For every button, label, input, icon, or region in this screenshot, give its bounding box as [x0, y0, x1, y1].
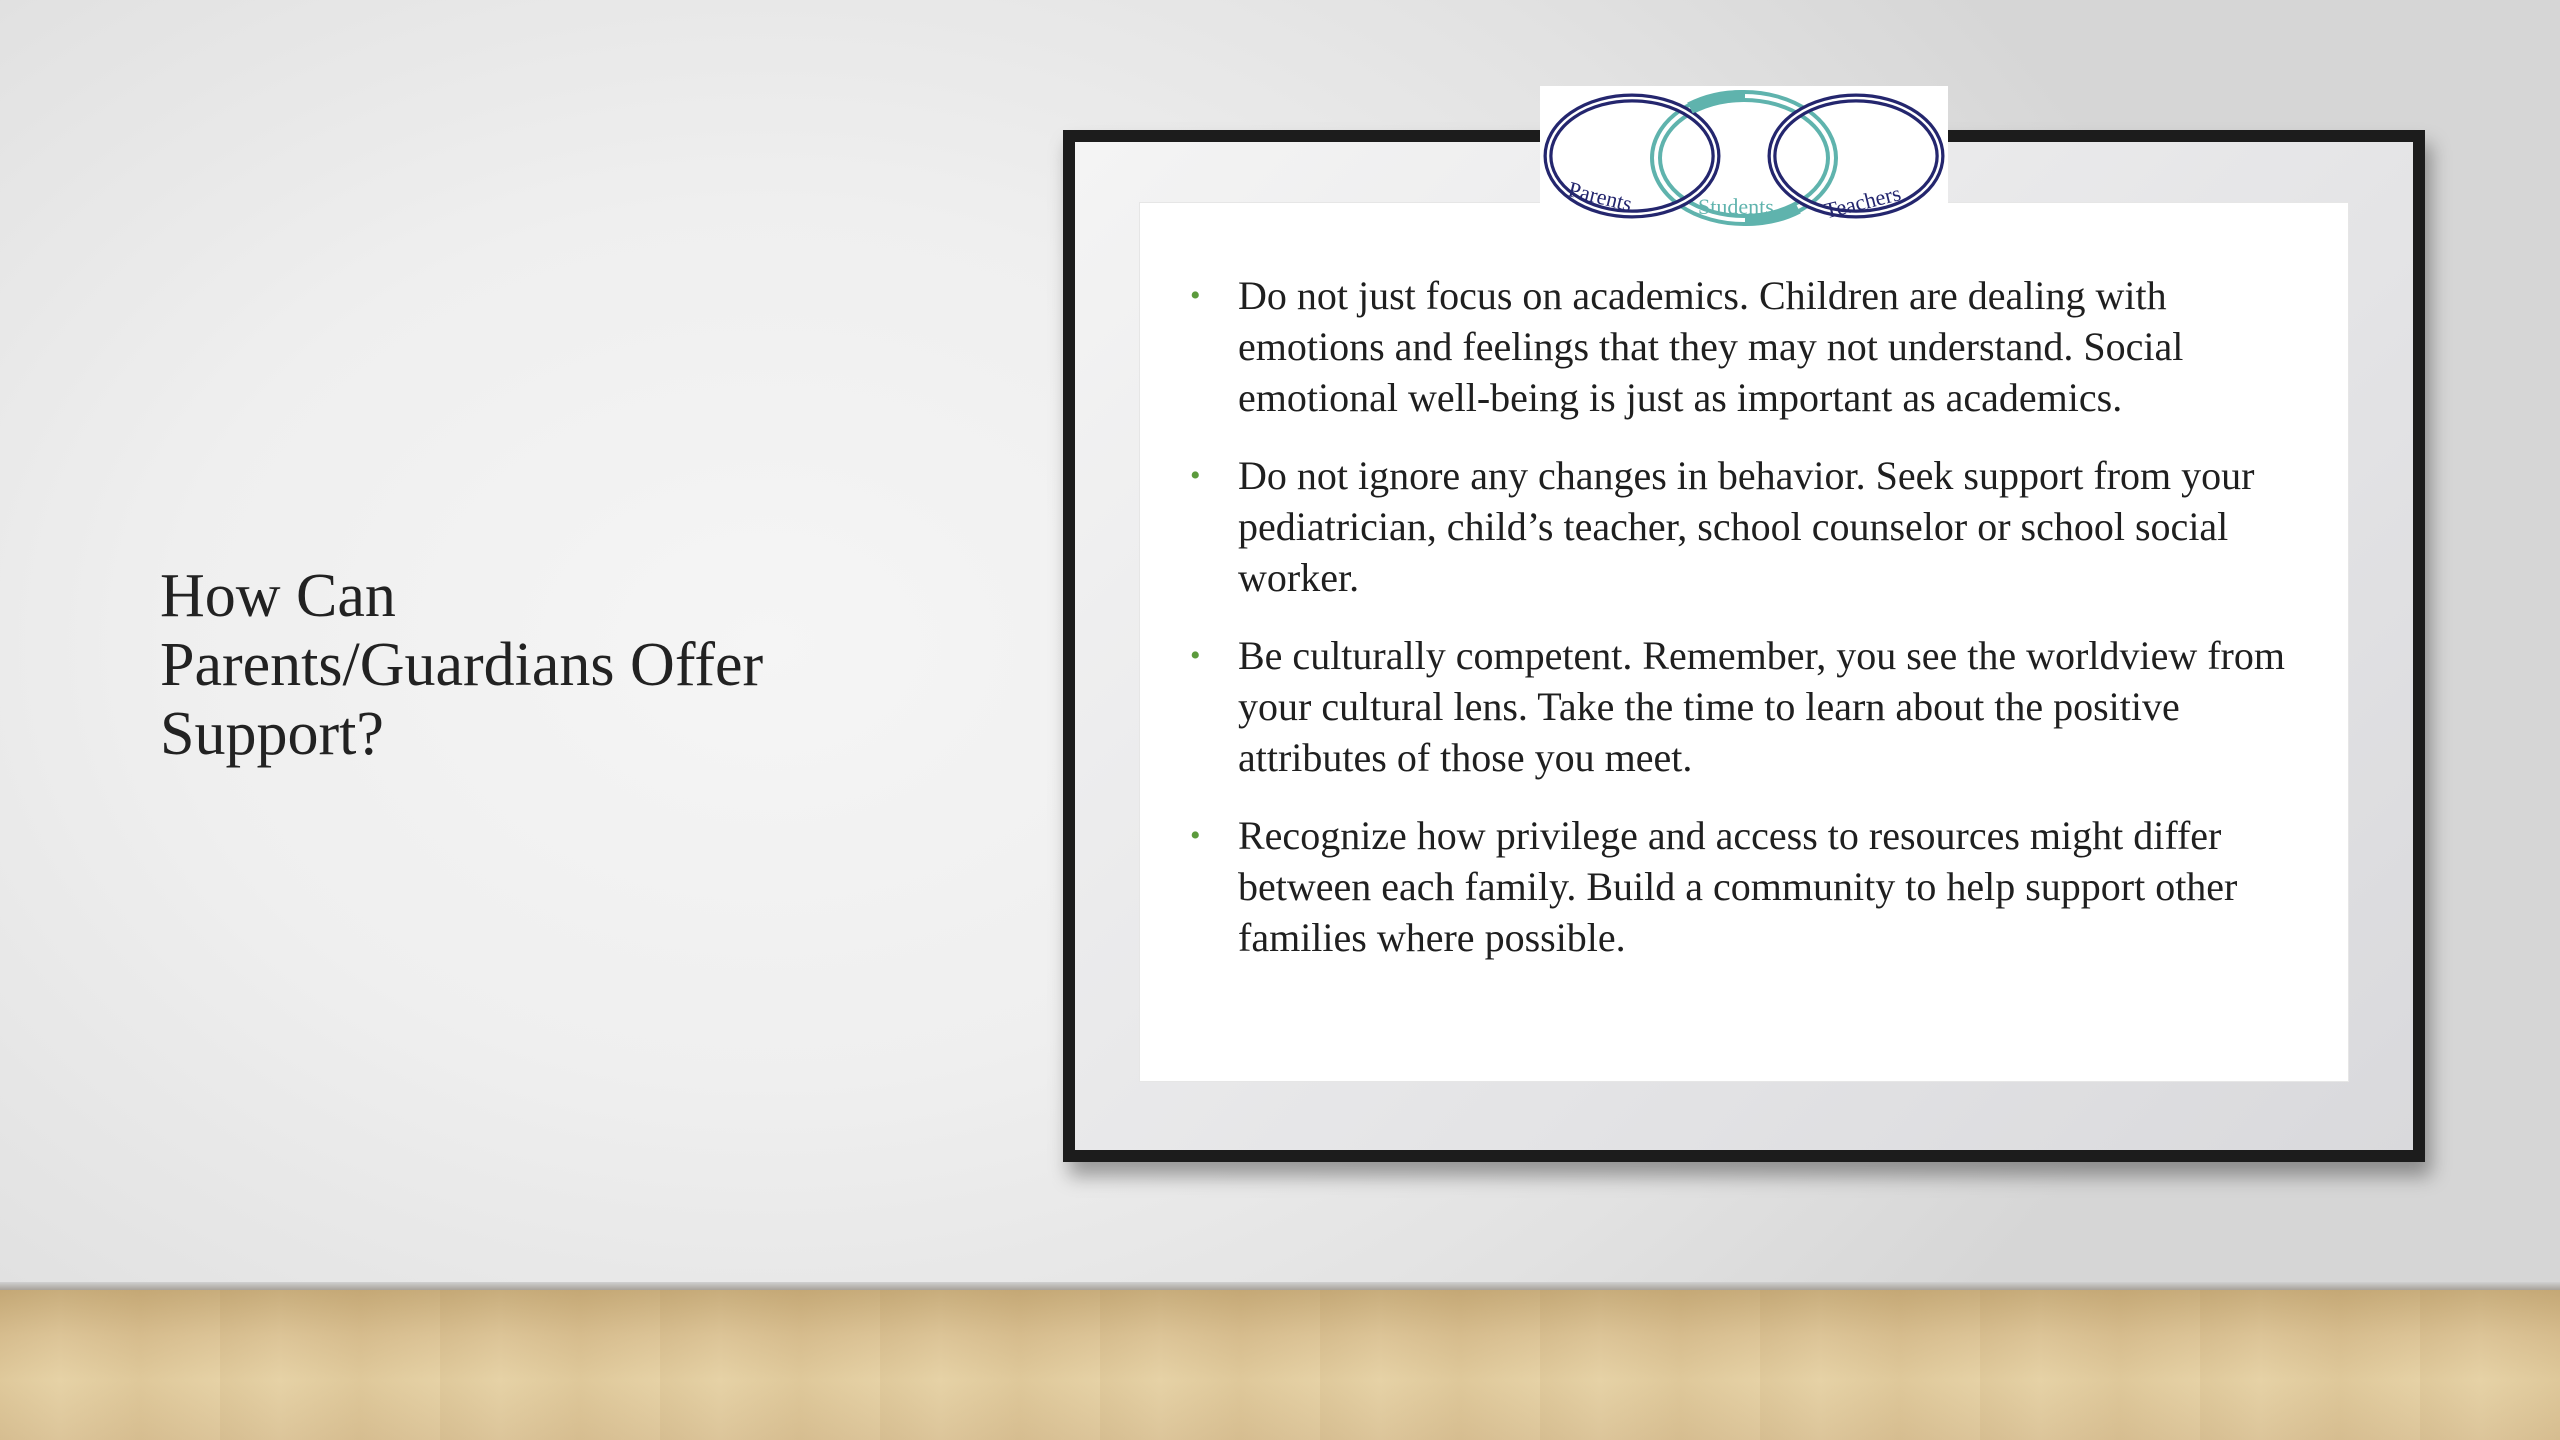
slide-title: How Can Parents/Guardians Offer Support?	[160, 562, 764, 768]
bullet-text: Do not just focus on academics. Children are dealing with emotions and feelings that they may not understand. Social emotional well-being is just as important as academics.	[1238, 273, 2184, 420]
floor-edge	[0, 1282, 2560, 1290]
bullet-marker: •	[1190, 819, 1201, 852]
bullet-marker: •	[1190, 459, 1201, 492]
logo-label-parents: Parents	[1565, 176, 1635, 217]
bullet-text: Be culturally competent. Remember, you see the worldview from your cultural lens. Take the time to learn about the positive attributes of those you meet.	[1238, 633, 2285, 780]
bullet-item	[1185, 270, 2305, 423]
bullet-text: Do not ignore any changes in behavior. Seek support from your pediatrician, child’s teacher, school counselor or school social worker.	[1238, 453, 2255, 600]
logo-label-teachers: Teachers	[1821, 180, 1904, 224]
bullet-item	[1185, 450, 2305, 603]
chain-links-logo	[1540, 86, 1948, 246]
bullet-text: Recognize how privilege and access to resources might differ between each family. Build a community to help support other families where possible.	[1238, 813, 2238, 960]
bullet-list	[1185, 270, 2305, 990]
bullet-marker: •	[1190, 639, 1201, 672]
bullet-item	[1185, 810, 2305, 963]
logo-label-students: Students	[1698, 194, 1774, 219]
bullet-item	[1185, 630, 2305, 783]
bullet-marker: •	[1190, 279, 1201, 312]
wood-floor	[0, 1290, 2560, 1440]
